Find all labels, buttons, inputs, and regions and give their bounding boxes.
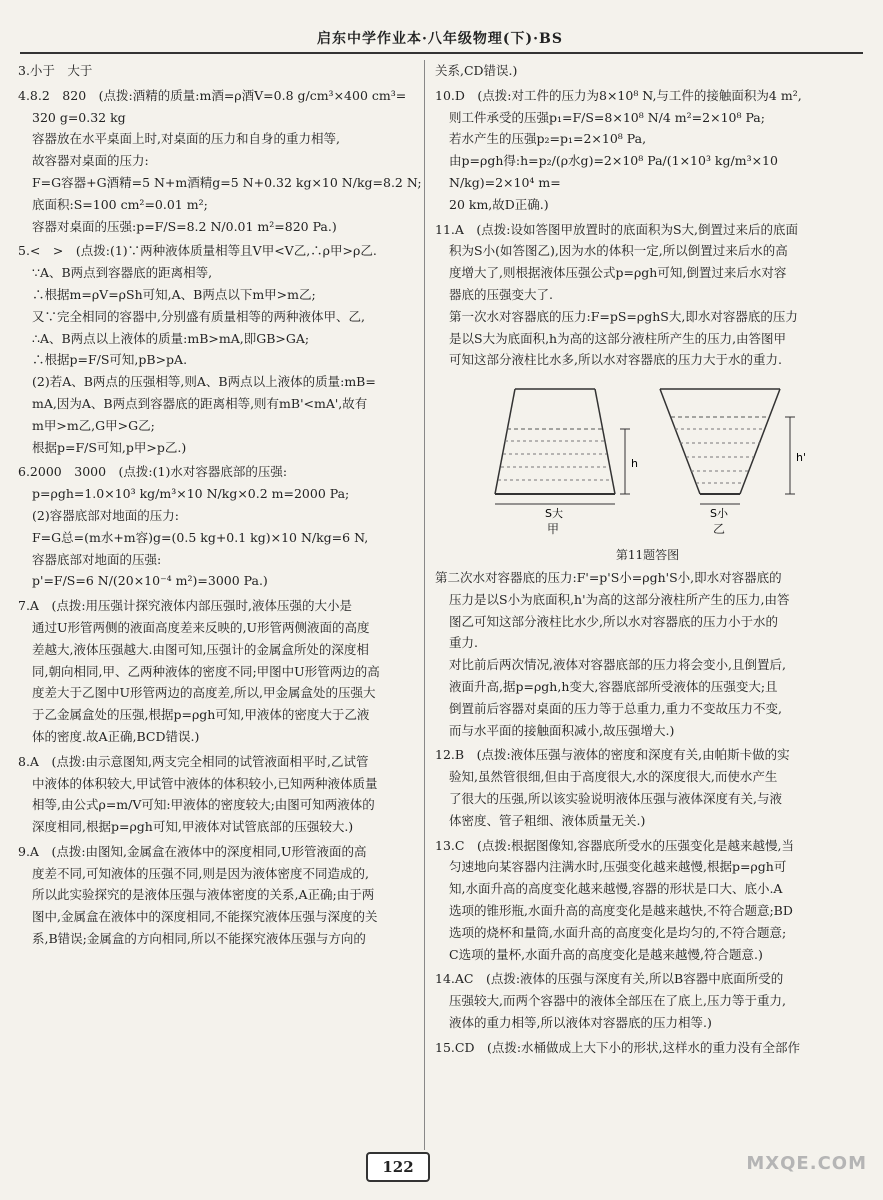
- answer-line: 差越大,液体压强越大.由图可知,压强计的金属盒所处的深度相: [32, 641, 369, 657]
- answer-line: 所以此实验探究的是液体压强与液体密度的关系,A正确;由于两: [32, 887, 375, 903]
- answer-line: 根据p=F/S可知,p甲>p乙.): [32, 439, 187, 455]
- answer-line: (2)若A、B两点的压强相等,则A、B两点以上液体的质量:mB=: [32, 374, 376, 390]
- answer-line: 则工件承受的压强p₁=F/S=8×10⁸ N/4 m²=2×10⁸ Pa;: [449, 109, 765, 125]
- answer-line: 15.CD (点拨:水桶做成上大下小的形状,这样水的重力没有全部作: [435, 1039, 801, 1055]
- answer-line: 图中,金属盒在液体中的深度相同,不能探究液体压强与深度的关: [32, 909, 378, 925]
- answer-item: [435, 744, 860, 831]
- answer-line: 压力是以S小为底面积,h'为高的这部分液柱所产生的压力,由答: [449, 591, 790, 607]
- answer-line: 了很大的压强,所以该实验说明液体压强与液体深度有关,与液: [449, 790, 782, 806]
- answer-line: 体密度、管子粗细、液体质量无关.): [449, 812, 646, 828]
- answer-line: F=G容器+G酒精=5 N+m酒精g=5 N+0.32 kg×10 N/kg=8.2 N;: [32, 174, 422, 190]
- answer-item: [435, 219, 860, 372]
- answer-line: 6.2000 3000 (点拨:(1)水对容器底部的压强:: [18, 464, 288, 480]
- answer-line: 度差大于乙图中U形管两边的高度差,所以,甲金属盒处的压强大: [32, 685, 376, 701]
- answer-line: 倒置前后容器对桌面的压力等于总重力,重力不变故压力不变,: [449, 700, 782, 716]
- answer-line: 容器对桌面的压强:p=F/S=8.2 N/0.01 m²=820 Pa.): [32, 218, 337, 234]
- answer-item: [435, 567, 860, 741]
- answer-line: 中液体的体积较大,甲试管中液体的体积较小,已知两种液体质量: [32, 775, 378, 791]
- answer-line: 4.8.2 820 (点拨:酒精的质量:m酒=ρ酒V=0.8 g/cm³×400 cm³=: [18, 87, 407, 103]
- page-header: [20, 18, 863, 54]
- answer-line: 验知,虽然管很细,但由于高度很大,水的深度很大,而使水产生: [449, 769, 778, 785]
- answer-line: 5.< > (点拨:(1)∵两种液体质量相等且V甲<V乙,∴ρ甲>ρ乙.: [18, 243, 377, 259]
- figure-caption: 第11题答图: [615, 548, 680, 563]
- answer-line: 而与水平面的接触面积减小,故压强增大.): [449, 722, 675, 738]
- answer-line: 可知这部分液柱比水多,所以水对容器底的压力大于水的重力.: [449, 352, 782, 368]
- answer-line: 对比前后两次情况,液体对容器底部的压力将会变小,且倒置后,: [449, 657, 786, 673]
- answer-line: 知,水面升高的高度变化越来越慢,容器的形状是口大、底小.A: [449, 881, 783, 897]
- label-s-da: S大: [545, 507, 563, 520]
- answer-line: 度差不同,可知液体的压强不同,则是因为液体密度不同造成的,: [32, 865, 369, 881]
- answer-line: ∵A、B两点到容器底的距离相等,: [32, 265, 213, 281]
- answer-line: 于乙金属盒处的压强,根据p=ρgh可知,甲液体的密度大于乙液: [32, 707, 370, 723]
- answer-line: (2)容器底部对地面的压力:: [32, 507, 179, 523]
- answer-line: mA,因为A、B两点到容器底的距离相等,则有mB'<mA',故有: [32, 395, 368, 411]
- label-h-prime: h': [796, 451, 806, 465]
- answer-line: 通过U形管两侧的液面高度差来反映的,U形管两侧液面的高度: [32, 619, 370, 635]
- answer-line: 第一次水对容器底的压力:F=pS=ρghS大,即水对容器底的压力: [449, 308, 798, 324]
- answer-item: [18, 751, 428, 838]
- answer-line: ∴根据m=ρV=ρSh可知,A、B两点以下m甲>m乙;: [32, 286, 316, 302]
- answer-line: 容器底部对地面的压强:: [32, 551, 162, 567]
- answer-line: 重力.: [449, 635, 478, 651]
- figure-11: [435, 379, 860, 539]
- watermark: MXQE.COM: [746, 1153, 867, 1174]
- answer-line: 是以S大为底面积,h为高的这部分液柱所产生的压力,由答图甲: [449, 330, 787, 346]
- answer-line: 又∵完全相同的容器中,分别盛有质量相等的两种液体甲、乙,: [32, 308, 365, 324]
- answer-line: 12.B (点拨:液体压强与液体的密度和深度有关,由帕斯卡做的实: [435, 747, 790, 763]
- answer-line: 同,朝向相同,甲、乙两种液体的密度不同;甲图中U形管两边的高: [32, 663, 380, 679]
- answer-line: 体的密度.故A正确,BCD错误.): [32, 728, 200, 744]
- container-jia: [495, 389, 630, 504]
- answer-line: F=G总=(m水+m容)g=(0.5 kg+0.1 kg)×10 N/kg=6 N,: [32, 529, 369, 545]
- answer-line: C选项的量杯,水面升高的高度变化是越来越慢,符合题意.): [449, 946, 763, 962]
- answer-line: p'=F/S=6 N/(20×10⁻⁴ m²)=3000 Pa.): [32, 573, 268, 589]
- answer-line: 容器放在水平桌面上时,对桌面的压力和自身的重力相等,: [32, 131, 340, 147]
- answer-line: 故容器对桌面的压力:: [32, 153, 149, 169]
- answer-line: 底面积:S=100 cm²=0.01 m²;: [32, 196, 208, 212]
- figure-labels: [435, 519, 855, 539]
- right-bottom-block: [435, 567, 860, 1059]
- container-yi: [660, 389, 795, 504]
- answer-line: 匀速地向某容器内注满水时,压强变化越来越慢,根据p=ρgh可: [449, 859, 787, 875]
- answer-line: 10.D (点拨:对工件的压力为8×10⁸ N,与工件的接触面积为4 m²,: [435, 87, 802, 103]
- header-title: 启东中学作业本·八年级物理(下)·BS: [317, 31, 563, 47]
- answer-line: 液体的重力相等,所以液体对容器底的压力相等.): [449, 1014, 712, 1030]
- answer-line: 由p=ρgh得:h=p₂/(ρ水g)=2×10⁸ Pa/(1×10³ kg/m³×10 N/kg)=2×10⁴ m=: [449, 153, 778, 190]
- answer-line: 相等,由公式ρ=m/V可知:甲液体的密度较大;由图可知两液体的: [32, 797, 375, 813]
- page-number: 122: [366, 1152, 430, 1182]
- answer-item: [18, 595, 428, 748]
- label-jia: 甲: [547, 522, 560, 537]
- label-h: h: [631, 457, 638, 471]
- answer-line: ∴A、B两点以上液体的质量:mB>mA,即GB>GA;: [32, 330, 310, 346]
- figure-11-diagram: [435, 379, 855, 519]
- answer-item: [435, 1037, 860, 1059]
- answer-line: 20 km,故D正确.): [449, 196, 549, 212]
- answer-line: 8.A (点拨:由示意图知,两支完全相同的试管液面相平时,乙试管: [18, 753, 369, 769]
- answer-line: 3.小于 大于: [18, 63, 93, 78]
- answer-line: 液面升高,据p=ρgh,h变大,容器底部所受液体的压强变大;且: [449, 678, 778, 694]
- answer-line: 11.A (点拨:设如答图甲放置时的底面积为S大,倒置过来后的底面: [435, 221, 799, 237]
- answer-line: 选项的锥形瓶,水面升高的高度变化是越来越快,不符合题意;BD: [449, 902, 793, 918]
- answer-item: [18, 60, 428, 82]
- right-column: [435, 60, 860, 1061]
- answer-line: 器底的压强变大了.: [449, 286, 553, 302]
- label-s-xiao: S小: [710, 507, 728, 520]
- page-footer: [0, 1148, 883, 1188]
- left-column: [18, 60, 428, 953]
- answer-line: 13.C (点拨:根据图像知,容器底所受水的压强变化是越来越慢,当: [435, 837, 794, 853]
- answer-line: 选项的烧杯和量筒,水面升高的高度变化是均匀的,不符合题意;: [449, 924, 787, 940]
- answer-line: 关系,CD错误.): [435, 63, 518, 78]
- answer-item: [18, 461, 428, 592]
- answer-item: [435, 85, 860, 216]
- answer-item: [18, 240, 428, 458]
- answer-line: 系,B错误;金属盒的方向相同,所以不能探究液体压强与方向的: [32, 931, 366, 947]
- answer-line: p=ρgh=1.0×10³ kg/m³×10 N/kg×0.2 m=2000 Pa;: [32, 486, 350, 502]
- answer-item: [18, 85, 428, 238]
- answer-line: 压强较大,而两个容器中的液体全部压在了底上,压力等于重力,: [449, 993, 786, 1009]
- answer-item: [435, 60, 860, 82]
- answer-item: [18, 841, 428, 950]
- answer-item: [435, 968, 860, 1033]
- answer-line: ∴根据p=F/S可知,pB>pA.: [32, 352, 188, 368]
- answer-line: 图乙可知这部分液柱比水少,所以水对容器底的压力小于水的: [449, 613, 778, 629]
- answer-line: 320 g=0.32 kg: [32, 109, 126, 125]
- answer-line: 14.AC (点拨:液体的压强与深度有关,所以B容器中底面所受的: [435, 971, 784, 987]
- answer-line: 积为S小(如答图乙),因为水的体积一定,所以倒置过来后水的高: [449, 243, 788, 259]
- answer-line: 若水产生的压强p₂=p₁=2×10⁸ Pa,: [449, 131, 647, 147]
- answer-line: 深度相同,根据p=ρgh可知,甲液体对试管底部的压强较大.): [32, 819, 354, 835]
- right-top-block: [435, 60, 860, 371]
- answer-item: [435, 835, 860, 966]
- answer-line: 7.A (点拨:用压强计探究液体内部压强时,液体压强的大小是: [18, 598, 353, 614]
- answer-line: 第二次水对容器底的压力:F'=p'S小=ρgh'S小,即水对容器底的: [435, 569, 782, 585]
- answer-line: 9.A (点拨:由图知,金属盒在液体中的深度相同,U形管液面的高: [18, 843, 367, 859]
- answer-line: 度增大了,则根据液体压强公式p=ρgh可知,倒置过来后水对容: [449, 265, 787, 281]
- label-yi: 乙: [713, 522, 726, 537]
- answer-line: m甲>m乙,G甲>G乙;: [32, 417, 155, 433]
